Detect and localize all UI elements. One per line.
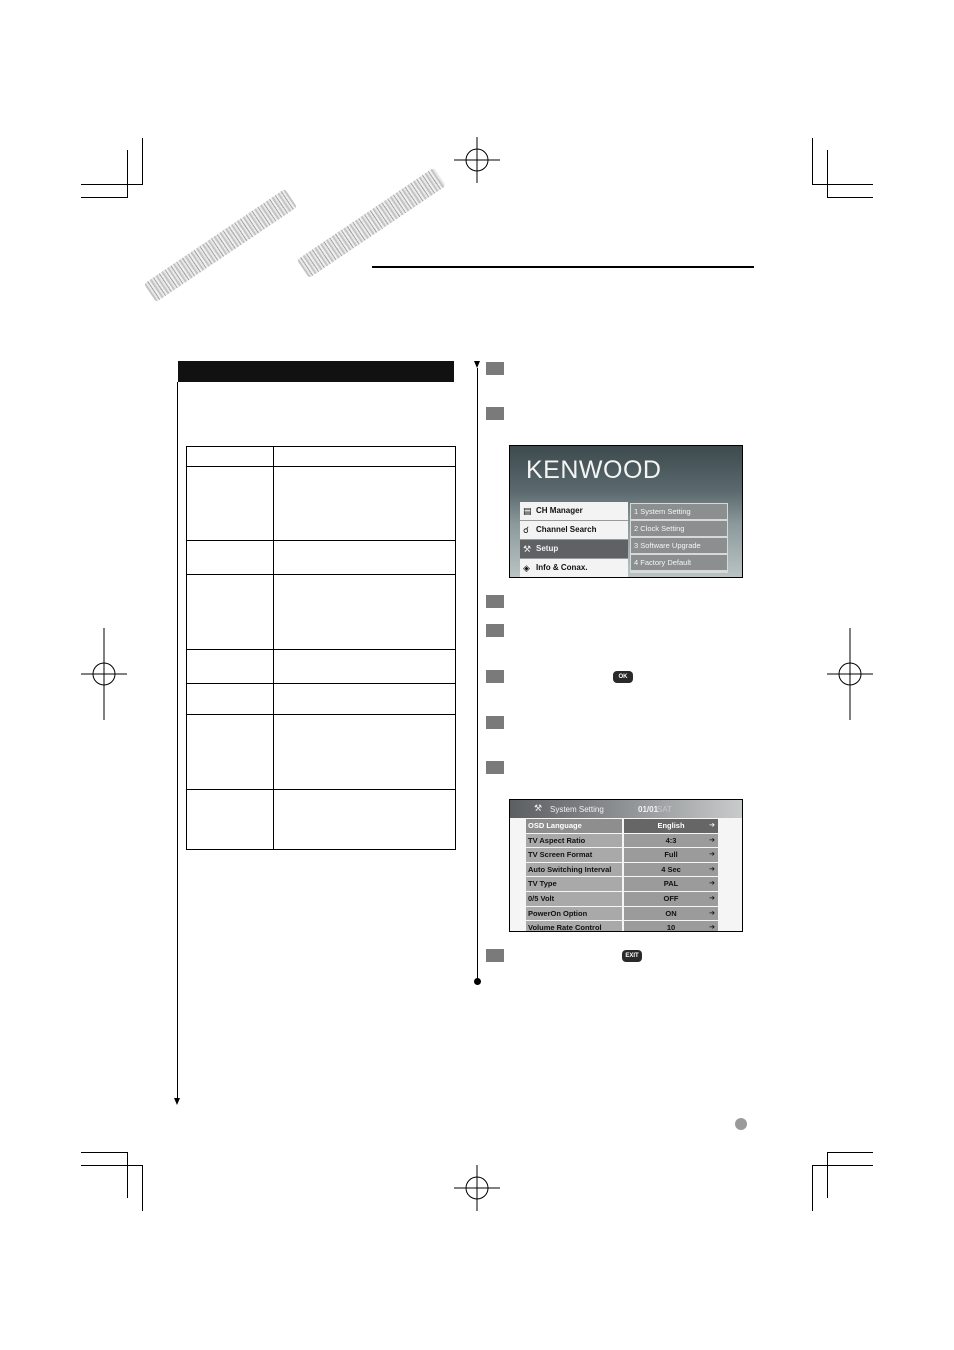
setting-value: 4 Sec ➔ xyxy=(624,863,718,877)
setting-row-poweron-option[interactable] xyxy=(526,907,718,922)
registration-mark-icon xyxy=(454,1165,500,1211)
submenu-item-system-setting[interactable]: 1 System Setting xyxy=(631,504,727,519)
arrow-right-icon: ➔ xyxy=(709,865,715,873)
header-stripe xyxy=(144,189,297,302)
step-marker xyxy=(486,407,504,420)
setting-label: Auto Switching Interval xyxy=(526,863,622,877)
procedure-end-dot xyxy=(474,978,481,985)
procedure-rule xyxy=(477,368,478,980)
crop-mark xyxy=(81,1152,128,1153)
crop-mark xyxy=(81,1165,142,1166)
ok-key-icon: OK xyxy=(613,671,633,683)
crop-mark xyxy=(127,1152,128,1198)
step-marker xyxy=(486,670,504,683)
menu-item-setup[interactable]: ⚒ Setup xyxy=(520,540,628,559)
crop-mark xyxy=(142,1165,143,1211)
setting-row-tv-aspect-ratio[interactable] xyxy=(526,834,718,849)
left-column-rule xyxy=(177,382,178,1098)
crop-mark xyxy=(827,197,873,198)
binoculars-icon: ☌ xyxy=(523,525,530,535)
setting-label: TV Aspect Ratio xyxy=(526,834,622,848)
crop-mark xyxy=(827,1152,828,1198)
crop-mark xyxy=(81,197,128,198)
setting-value: 4:3 ➔ xyxy=(624,834,718,848)
registration-mark-icon xyxy=(81,628,127,720)
crop-mark xyxy=(142,138,143,185)
crop-mark xyxy=(127,150,128,198)
setting-value: PAL ➔ xyxy=(624,877,718,891)
header-rule xyxy=(372,266,754,268)
arrow-right-icon: ➔ xyxy=(709,894,715,902)
setting-row-tv-type[interactable] xyxy=(526,877,718,892)
setting-label: 0/5 Volt xyxy=(526,892,622,906)
arrow-right-icon: ➔ xyxy=(709,851,715,859)
main-menu xyxy=(520,502,628,578)
step-marker xyxy=(486,624,504,637)
setting-row-0-5-volt[interactable] xyxy=(526,892,718,907)
setting-value: Full ➔ xyxy=(624,848,718,862)
table-row xyxy=(187,790,456,850)
system-setting-header xyxy=(510,800,742,818)
step-marker xyxy=(486,595,504,608)
submenu-item-clock-setting[interactable]: 2 Clock Setting xyxy=(631,521,727,536)
step-marker xyxy=(486,761,504,774)
wrench-icon: ⚒ xyxy=(534,803,543,813)
menu-item-ch-manager[interactable]: ▤ CH Manager xyxy=(520,502,628,521)
crop-mark xyxy=(812,184,873,185)
table-row xyxy=(187,447,456,467)
system-setting-list xyxy=(526,819,718,932)
table-row xyxy=(187,467,456,541)
exit-key-icon: EXIT xyxy=(622,950,642,962)
table-row xyxy=(187,541,456,575)
tv-icon: ▤ xyxy=(523,506,532,516)
setting-label: TV Screen Format xyxy=(526,848,622,862)
setting-value: 10 ➔ xyxy=(624,921,718,932)
setting-value: OFF ➔ xyxy=(624,892,718,906)
setting-label: TV Type xyxy=(526,877,622,891)
step-marker xyxy=(486,949,504,962)
table-row xyxy=(187,650,456,684)
crop-mark xyxy=(827,1152,873,1153)
info-icon: ◈ xyxy=(523,563,530,573)
crop-mark xyxy=(812,1165,873,1166)
crop-mark xyxy=(81,184,142,185)
setting-value: ON ➔ xyxy=(624,907,718,921)
step-marker xyxy=(486,362,504,375)
section-heading-bar xyxy=(178,361,454,382)
table-row xyxy=(187,575,456,650)
page-dot xyxy=(735,1118,747,1130)
table-row xyxy=(187,684,456,715)
registration-mark-icon xyxy=(827,628,873,720)
day-readout: SAT xyxy=(657,805,672,814)
menu-item-info-conax[interactable]: ◈ Info & Conax. xyxy=(520,559,628,578)
arrow-down-icon xyxy=(474,361,480,368)
setting-row-auto-switching-interval[interactable] xyxy=(526,863,718,878)
menu-item-channel-search[interactable]: ☌ Channel Search xyxy=(520,521,628,540)
setting-label: OSD Language xyxy=(526,819,622,833)
wrench-icon: ⚒ xyxy=(523,544,532,554)
setup-submenu xyxy=(630,503,728,573)
setting-row-tv-screen-format[interactable] xyxy=(526,848,718,863)
system-setting-title: System Setting xyxy=(550,805,604,814)
arrow-right-icon: ➔ xyxy=(709,836,715,844)
crop-mark xyxy=(812,138,813,185)
crop-mark xyxy=(812,1165,813,1211)
settings-table xyxy=(186,446,456,850)
submenu-item-factory-default[interactable]: 4 Factory Default xyxy=(631,555,727,570)
setting-value: English ➔ xyxy=(624,819,718,833)
arrow-right-icon: ➔ xyxy=(709,924,715,932)
date-readout: 01/01 xyxy=(638,805,659,814)
arrow-right-icon: ➔ xyxy=(709,880,715,888)
submenu-item-software-upgrade[interactable]: 3 Software Upgrade xyxy=(631,538,727,553)
system-setting-screenshot xyxy=(509,799,743,932)
arrow-right-icon: ➔ xyxy=(709,909,715,917)
step-marker xyxy=(486,716,504,729)
brand-logo: KENWOOD xyxy=(526,456,662,484)
crop-mark xyxy=(827,150,828,198)
setting-row-volume-rate-control[interactable] xyxy=(526,921,718,932)
menu-screenshot xyxy=(509,445,743,578)
table-row xyxy=(187,715,456,790)
setting-row-osd-language[interactable] xyxy=(526,819,718,834)
registration-mark-icon xyxy=(454,137,500,183)
arrow-down-icon xyxy=(174,1098,180,1105)
setting-label: PowerOn Option xyxy=(526,907,622,921)
setting-label: Volume Rate Control xyxy=(526,921,622,932)
header-stripe xyxy=(297,168,446,279)
arrow-right-icon: ➔ xyxy=(709,822,715,829)
